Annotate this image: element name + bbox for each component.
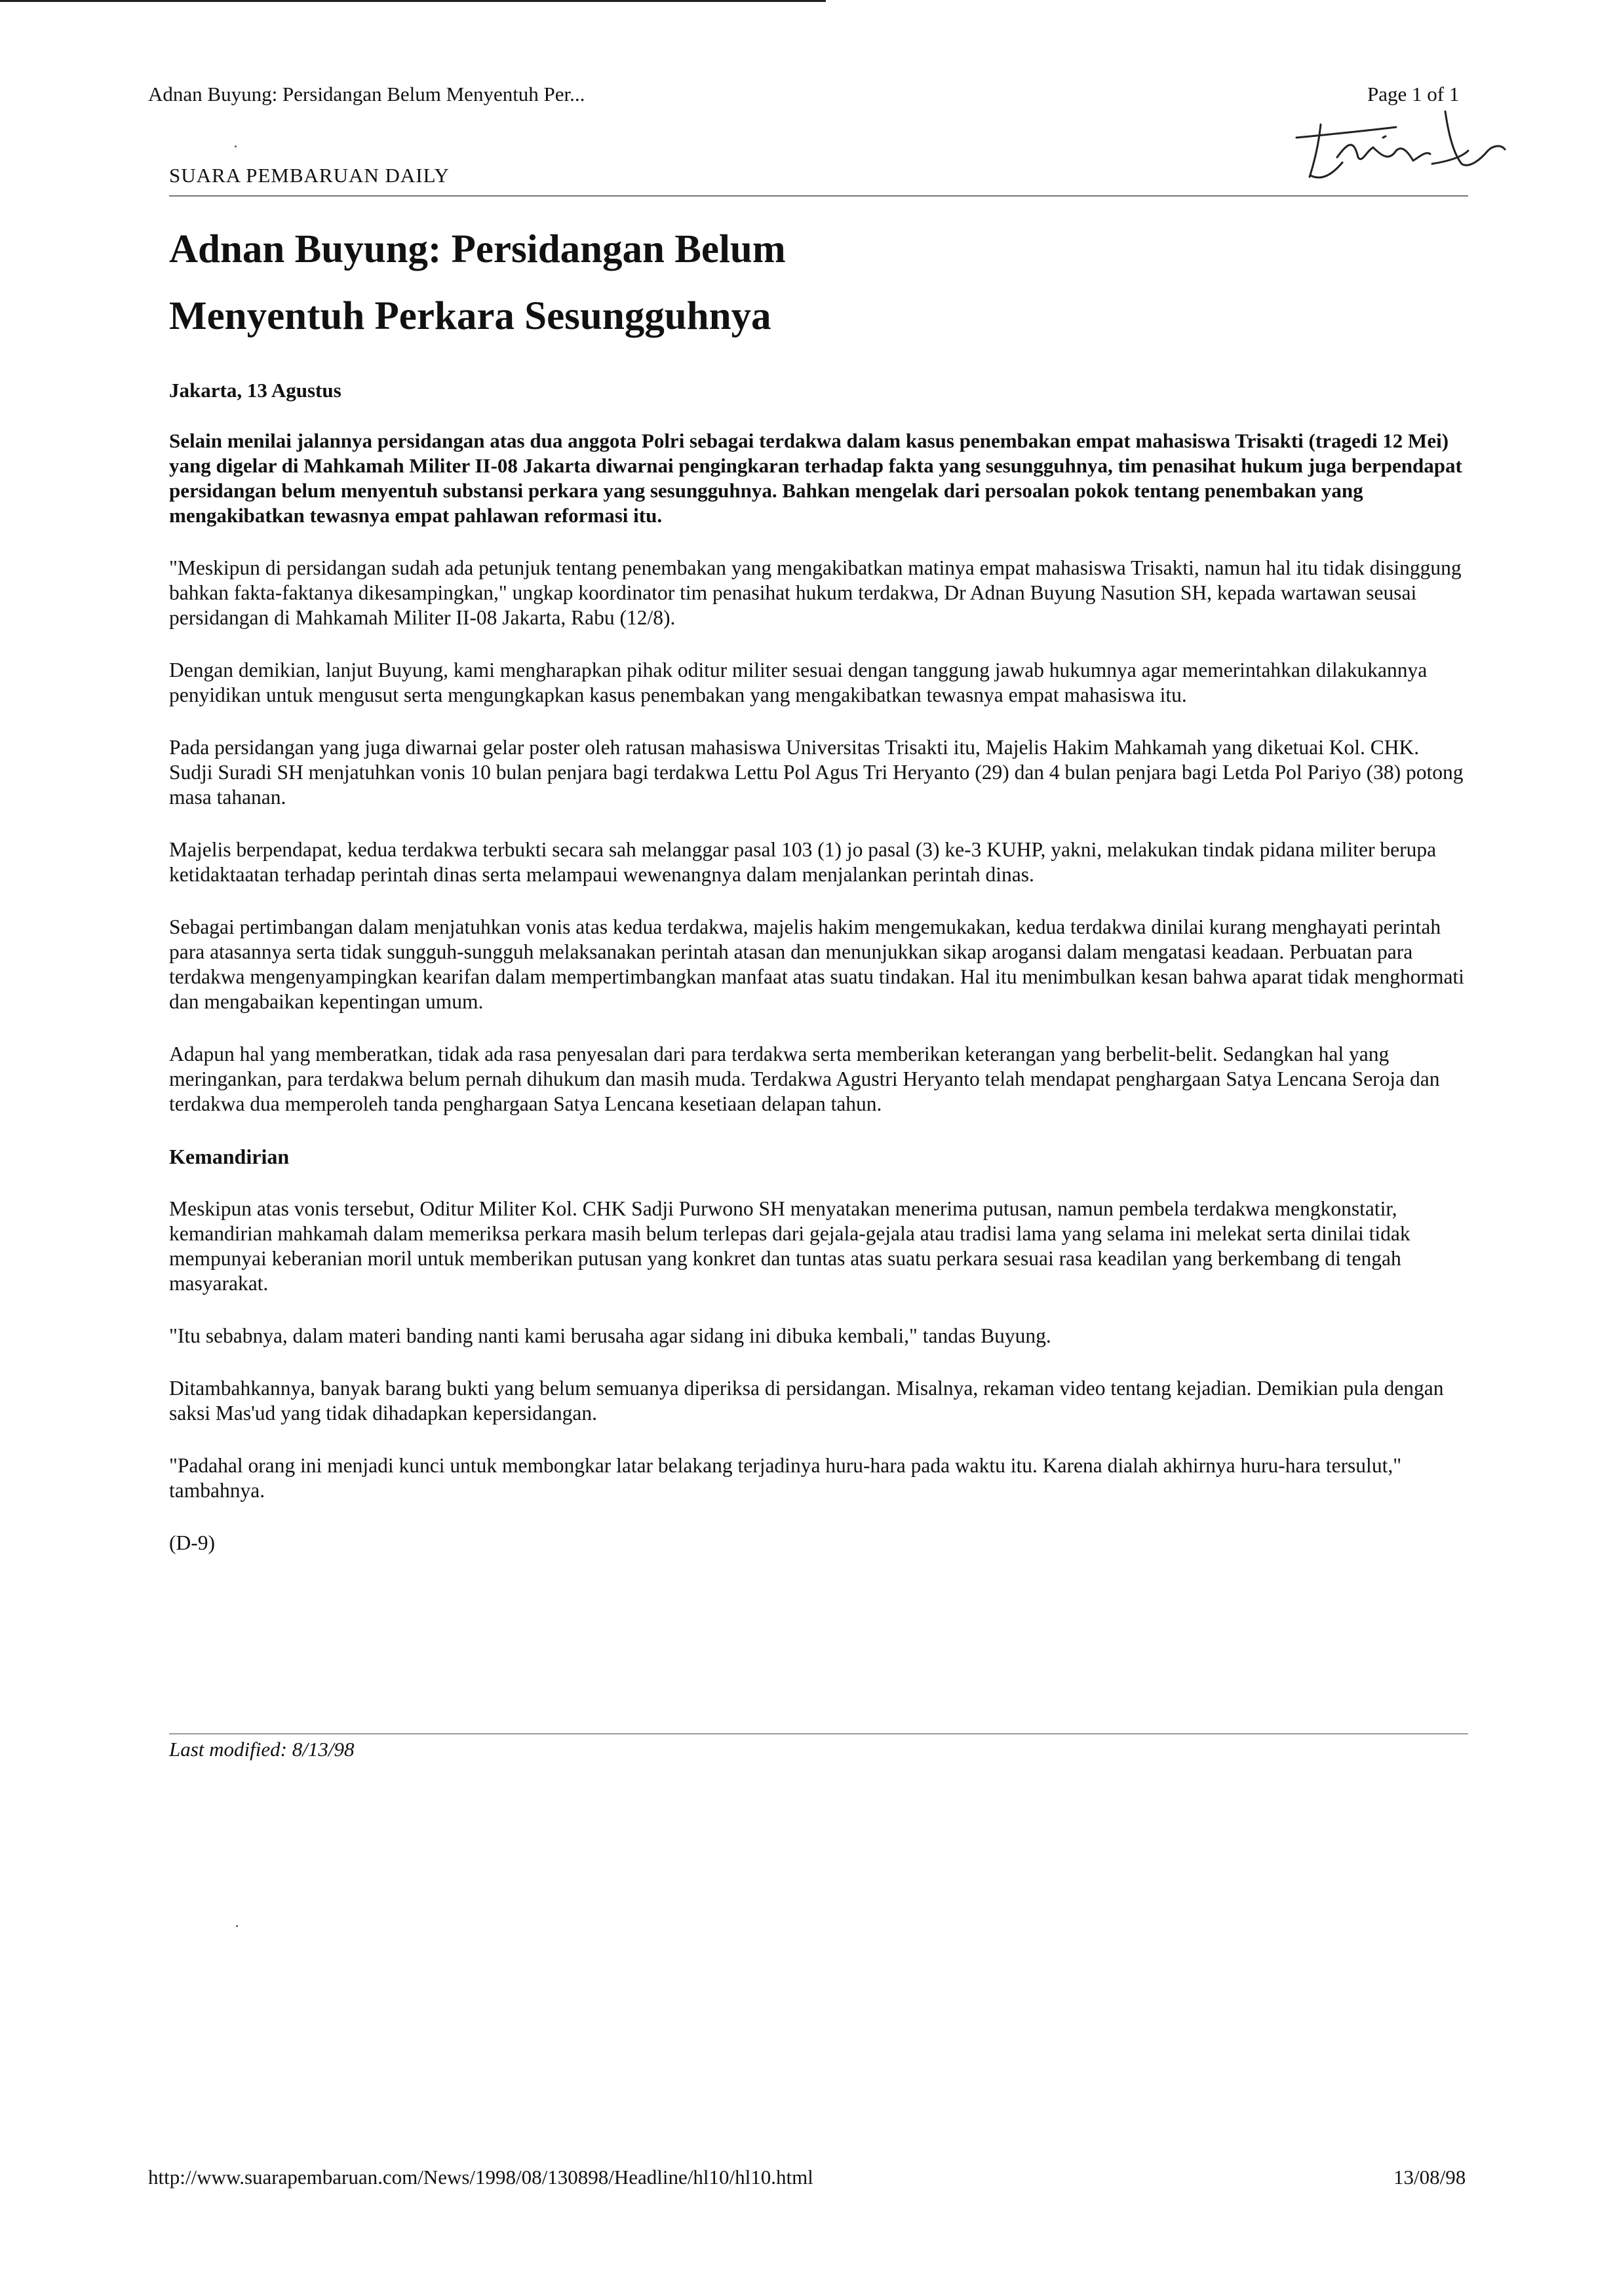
body-paragraph: "Meskipun di persidangan sudah ada petunjuk tentang penembakan yang mengakibatkan matinya empat mahasiswa Trisakti, namun hal itu tidak disinggung bahkan fakta-faktanya dikesampingkan," ungkap koordinator tim penasihat hukum terdakwa, Dr Adnan Buyung Nasution SH, kepada wartawan seusai persidangan di Mahkamah Militer II-08 Jakarta, Rabu (12/8). — [169, 556, 1462, 629]
print-date: 13/08/98 — [1393, 2166, 1466, 2189]
source-url[interactable]: http://www.suarapembaruan.com/News/1998/08/130898/Headline/hl10/hl10.html — [148, 2166, 813, 2189]
body-paragraph: Sebagai pertimbangan dalam menjatuhkan vonis atas kedua terdakwa, majelis hakim mengemukakan, kedua terdakwa dinilai kurang menghayati perintah para atasannya serta tidak sungguh-sungguh melaksanakan perintah atasan dan menunjukkan sikap arogansi dalam mengatasi keadaan. Perbuatan para terdakwa mengenyampingkan kearifan dalam mempertimbangkan manfaat atas suatu tindakan. Hal itu menimbulkan kesan bahwa aparat tidak menghormati dan mengabaikan kepentingan umum. — [169, 915, 1464, 1013]
page-number: Page 1 of 1 — [1367, 83, 1460, 105]
scan-top-line — [0, 0, 826, 2]
body-paragraph: Dengan demikian, lanjut Buyung, kami mengharapkan pihak oditur militer sesuai dengan tanggung jawab hukumnya agar memerintahkan dilakukannya penyidikan untuk mengusut serta mengungkapkan kasus penembakan yang mengakibatkan tewasnya empat mahasiswa itu. — [169, 659, 1428, 706]
body-paragraph: Majelis berpendapat, kedua terdakwa terbukti secara sah melanggar pasal 103 (1) jo pasal (3) ke-3 KUHP, yakni, melakukan tindak pidana militer berupa ketidaktaatan terhadap perintah dinas serta melampaui wewenangnya dalam menjalankan perintah dinas. — [169, 838, 1437, 886]
scan-speck — [235, 145, 237, 147]
scan-speck — [236, 1925, 238, 1927]
last-modified: Last modified: 8/13/98 — [169, 1738, 355, 1761]
handwritten-annotation-trisakti — [1285, 98, 1508, 183]
article-title — [169, 216, 1414, 350]
header-divider — [169, 195, 1468, 197]
title-line-2: Menyentuh Perkara Sesungguhnya — [169, 294, 771, 338]
lead-paragraph: Selain menilai jalannya persidangan atas dua anggota Polri sebagai terdakwa dalam kasus penembakan empat mahasiswa Trisakti (tragedi 12 Mei) yang digelar di Mahkamah Militer II-08 Jakarta diwarnai pengingkaran terhadap fakta yang sesungguhnya, tim penasihat hukum juga berpendapat persidangan belum menyentuh substansi perkara yang sesungguhnya. Bahkan mengelak dari persoalan pokok tentang penembakan yang mengakibatkan tewasnya empat pahlawan reformasi itu. — [169, 429, 1462, 527]
title-line-1: Adnan Buyung: Persidangan Belum — [169, 227, 786, 271]
browser-page-title: Adnan Buyung: Persidangan Belum Menyentuh Per... — [148, 83, 585, 105]
footer-divider — [169, 1733, 1468, 1734]
author-code: (D-9) — [169, 1531, 215, 1554]
body-paragraph: Ditambahkannya, banyak barang bukti yang belum semuanya diperiksa di persidangan. Misalnya, rekaman video tentang kejadian. Demikian pula dengan saksi Mas'ud yang tidak dihadapkan kepersidangan. — [169, 1377, 1444, 1425]
article-body — [169, 429, 1467, 1583]
dateline: Jakarta, 13 Agustus — [169, 379, 341, 402]
body-paragraph: Pada persidangan yang juga diwarnai gelar poster oleh ratusan mahasiswa Universitas Trisakti itu, Majelis Hakim Mahkamah yang diketuai Kol. CHK. Sudji Suradi SH menjatuhkan vonis 10 bulan penjara bagi terdakwa Lettu Pol Agus Tri Heryanto (29) dan 4 bulan penjara bagi Letda Pol Pariyo (38) potong masa tahanan. — [169, 736, 1464, 809]
body-paragraph: Adapun hal yang memberatkan, tidak ada rasa penyesalan dari para terdakwa serta memberikan keterangan yang berbelit-belit. Sedangkan hal yang meringankan, para terdakwa belum pernah dihukum dan masih muda. Terdakwa Agustri Heryanto telah mendapat penghargaan Satya Lencana Seroja dan terdakwa dua memperoleh tanda penghargaan Satya Lencana kesetiaan delapan tahun. — [169, 1043, 1440, 1115]
subheading: Kemandirian — [169, 1145, 290, 1168]
body-paragraph: "Itu sebabnya, dalam materi banding nanti kami berusaha agar sidang ini dibuka kembali," tandas Buyung. — [169, 1324, 1051, 1347]
publication-name: SUARA PEMBARUAN DAILY — [169, 164, 450, 187]
body-paragraph: "Padahal orang ini menjadi kunci untuk membongkar latar belakang terjadinya huru-hara pada waktu itu. Karena dialah akhirnya huru-hara tersulut," tambahnya. — [169, 1454, 1402, 1502]
body-paragraph: Meskipun atas vonis tersebut, Oditur Militer Kol. CHK Sadji Purwono SH menyatakan menerima putusan, namun pembela terdakwa mengkonstatir, kemandirian mahkamah dalam memeriksa perkara masih belum terlepas dari gejala-gejala atau tradisi lama yang selama ini melekat serta dinilai tidak mempunyai keberanian moril untuk memberikan putusan yang konkret dan tuntas atas suatu perkara sesuai rasa keadilan yang berkembang di tengah masyarakat. — [169, 1197, 1411, 1295]
